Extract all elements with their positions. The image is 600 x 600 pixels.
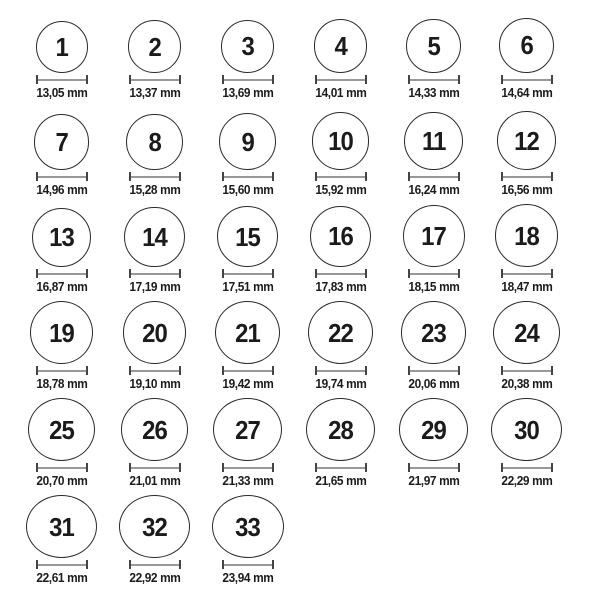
diameter-label: 18,47 mm bbox=[500, 280, 553, 294]
diameter-label: 20,38 mm bbox=[500, 377, 553, 391]
ring-circle bbox=[34, 114, 90, 170]
ring-size-cell-4 bbox=[294, 10, 387, 107]
ring-size-cell-11 bbox=[387, 107, 480, 204]
diameter-label: 13,37 mm bbox=[128, 86, 181, 100]
ring-circle bbox=[306, 398, 375, 461]
ring-size-number: 28 bbox=[328, 414, 353, 445]
diameter-label: 18,15 mm bbox=[407, 280, 460, 294]
diameter-label: 20,70 mm bbox=[35, 474, 88, 488]
ring-size-number: 11 bbox=[421, 125, 446, 156]
ring-size-number: 5 bbox=[427, 30, 440, 61]
ring-size-cell-29 bbox=[387, 398, 480, 495]
diameter-label: 13,69 mm bbox=[221, 86, 274, 100]
diameter-label: 21,33 mm bbox=[221, 474, 274, 488]
diameter-label: 17,83 mm bbox=[314, 280, 367, 294]
ring-size-number: 18 bbox=[514, 220, 539, 251]
ring-size-cell-30 bbox=[480, 398, 573, 495]
ring-size-cell-10 bbox=[294, 107, 387, 204]
ring-circle bbox=[499, 18, 554, 73]
ring-size-number: 7 bbox=[55, 127, 68, 158]
diameter-label: 21,65 mm bbox=[314, 474, 367, 488]
measure-line bbox=[315, 172, 367, 181]
ring-size-number: 8 bbox=[148, 126, 161, 157]
ring-circle bbox=[403, 205, 465, 267]
ring-circle bbox=[406, 19, 461, 74]
diameter-label: 16,56 mm bbox=[500, 183, 553, 197]
ring-size-cell-17 bbox=[387, 204, 480, 301]
ring-circle bbox=[401, 301, 467, 364]
ring-circle bbox=[491, 398, 561, 461]
measure-line bbox=[222, 75, 274, 84]
diameter-label: 14,01 mm bbox=[314, 86, 367, 100]
ring-size-cell-13 bbox=[15, 204, 108, 301]
ring-size-cell-16 bbox=[294, 204, 387, 301]
ring-size-cell-33 bbox=[201, 495, 294, 592]
ring-size-cell-26 bbox=[108, 398, 201, 495]
ring-size-number: 22 bbox=[328, 317, 353, 348]
diameter-label: 15,60 mm bbox=[221, 183, 274, 197]
measure-line bbox=[222, 366, 274, 375]
diameter-label: 22,92 mm bbox=[128, 571, 181, 585]
ring-size-number: 27 bbox=[235, 414, 260, 445]
measure-line bbox=[36, 366, 88, 375]
ring-size-cell-22 bbox=[294, 301, 387, 398]
diameter-label: 19,74 mm bbox=[314, 377, 367, 391]
ring-size-cell-14 bbox=[108, 204, 201, 301]
ring-size-number: 12 bbox=[514, 125, 539, 156]
size-row-1 bbox=[15, 10, 600, 107]
ring-size-number: 2 bbox=[148, 31, 161, 62]
ring-circle bbox=[399, 398, 469, 461]
ring-circle bbox=[121, 398, 189, 461]
diameter-label: 13,05 mm bbox=[35, 86, 88, 100]
diameter-label: 21,01 mm bbox=[128, 474, 181, 488]
ring-circle bbox=[497, 111, 556, 170]
ring-circle bbox=[312, 112, 370, 170]
diameter-label: 14,64 mm bbox=[500, 86, 553, 100]
ring-circle bbox=[314, 19, 368, 73]
ring-circle bbox=[26, 495, 97, 558]
diameter-label: 18,78 mm bbox=[35, 377, 88, 391]
ring-size-number: 23 bbox=[421, 317, 446, 348]
diameter-label: 16,24 mm bbox=[407, 183, 460, 197]
ring-size-cell-19 bbox=[15, 301, 108, 398]
ring-circle bbox=[404, 112, 462, 170]
diameter-label: 22,61 mm bbox=[35, 571, 88, 585]
diameter-label: 19,42 mm bbox=[221, 377, 274, 391]
ring-circle bbox=[213, 398, 281, 461]
size-row-2 bbox=[15, 107, 600, 204]
ring-size-number: 13 bbox=[49, 222, 74, 253]
ring-size-number: 1 bbox=[55, 32, 68, 62]
ring-size-number: 10 bbox=[328, 126, 353, 157]
diameter-label: 17,19 mm bbox=[128, 280, 181, 294]
measure-line bbox=[36, 463, 88, 472]
size-row-6 bbox=[15, 495, 600, 592]
measure-line bbox=[315, 75, 367, 84]
diameter-label: 20,06 mm bbox=[407, 377, 460, 391]
ring-size-cell-2 bbox=[108, 10, 201, 107]
ring-size-number: 26 bbox=[142, 414, 167, 445]
measure-line bbox=[222, 172, 274, 181]
measure-line bbox=[222, 463, 274, 472]
ring-size-number: 19 bbox=[49, 317, 74, 348]
ring-size-number: 20 bbox=[142, 317, 167, 348]
ring-size-number: 9 bbox=[241, 126, 254, 157]
ring-circle bbox=[221, 20, 274, 73]
ring-size-cell-27 bbox=[201, 398, 294, 495]
measure-line bbox=[408, 366, 460, 375]
ring-size-cell-32 bbox=[108, 495, 201, 592]
diameter-label: 22,29 mm bbox=[500, 474, 553, 488]
ring-circle bbox=[28, 398, 95, 461]
ring-size-number: 25 bbox=[49, 414, 74, 445]
measure-line bbox=[408, 463, 460, 472]
ring-size-number: 15 bbox=[235, 221, 260, 252]
ring-circle bbox=[215, 301, 280, 364]
measure-line bbox=[129, 560, 181, 569]
measure-line bbox=[315, 366, 367, 375]
diameter-label: 15,28 mm bbox=[128, 183, 181, 197]
diameter-label: 23,94 mm bbox=[221, 571, 274, 585]
ring-size-cell-7 bbox=[15, 107, 108, 204]
measure-line bbox=[501, 269, 553, 278]
measure-line bbox=[129, 75, 181, 84]
ring-size-cell-12 bbox=[480, 107, 573, 204]
ring-size-cell-6 bbox=[480, 10, 573, 107]
ring-circle bbox=[219, 113, 276, 170]
diameter-label: 15,92 mm bbox=[314, 183, 367, 197]
size-row-5 bbox=[15, 398, 600, 495]
measure-line bbox=[36, 269, 88, 278]
ring-size-number: 29 bbox=[421, 414, 446, 445]
measure-line bbox=[501, 75, 553, 84]
measure-line bbox=[501, 463, 553, 472]
ring-circle bbox=[36, 21, 88, 73]
ring-circle bbox=[32, 208, 92, 268]
ring-size-number: 17 bbox=[421, 221, 446, 251]
measure-line bbox=[222, 269, 274, 278]
ring-circle bbox=[212, 495, 284, 558]
ring-circle bbox=[308, 301, 373, 364]
measure-line bbox=[129, 172, 181, 181]
ring-size-cell-20 bbox=[108, 301, 201, 398]
ring-size-number: 6 bbox=[520, 30, 533, 61]
measure-line bbox=[222, 560, 274, 569]
ring-size-number: 33 bbox=[235, 511, 260, 542]
ring-size-cell-15 bbox=[201, 204, 294, 301]
ring-size-cell-31 bbox=[15, 495, 108, 592]
ring-size-cell-28 bbox=[294, 398, 387, 495]
ring-size-cell-21 bbox=[201, 301, 294, 398]
ring-circle bbox=[310, 206, 371, 267]
size-row-4 bbox=[15, 301, 600, 398]
diameter-label: 16,87 mm bbox=[35, 280, 88, 294]
ring-circle bbox=[495, 204, 558, 267]
measure-line bbox=[129, 463, 181, 472]
ring-circle bbox=[217, 206, 278, 267]
measure-line bbox=[501, 366, 553, 375]
measure-line bbox=[36, 75, 88, 84]
ring-size-number: 31 bbox=[49, 511, 74, 542]
measure-line bbox=[129, 269, 181, 278]
diameter-label: 14,33 mm bbox=[407, 86, 460, 100]
diameter-label: 17,51 mm bbox=[221, 280, 274, 294]
ring-size-number: 21 bbox=[235, 317, 260, 348]
ring-size-cell-23 bbox=[387, 301, 480, 398]
size-row-3 bbox=[15, 204, 600, 301]
diameter-label: 21,97 mm bbox=[407, 474, 460, 488]
measure-line bbox=[129, 366, 181, 375]
ring-circle bbox=[493, 301, 559, 364]
measure-line bbox=[36, 172, 88, 181]
measure-line bbox=[408, 172, 460, 181]
diameter-label: 14,96 mm bbox=[35, 183, 88, 197]
measure-line bbox=[501, 172, 553, 181]
ring-size-number: 3 bbox=[241, 31, 254, 62]
ring-size-cell-1 bbox=[15, 10, 108, 107]
ring-circle bbox=[30, 301, 93, 364]
ring-size-cell-24 bbox=[480, 301, 573, 398]
diameter-label: 19,10 mm bbox=[128, 377, 181, 391]
ring-circle bbox=[119, 495, 190, 558]
ring-size-number: 14 bbox=[142, 221, 167, 252]
ring-size-cell-8 bbox=[108, 107, 201, 204]
ring-circle bbox=[124, 207, 184, 267]
ring-size-cell-5 bbox=[387, 10, 480, 107]
ring-size-number: 30 bbox=[514, 414, 539, 445]
ring-size-cell-25 bbox=[15, 398, 108, 495]
ring-circle bbox=[128, 20, 181, 73]
ring-circle bbox=[126, 114, 182, 170]
ring-size-number: 32 bbox=[142, 511, 167, 542]
measure-line bbox=[408, 269, 460, 278]
ring-size-cell-3 bbox=[201, 10, 294, 107]
ring-size-number: 4 bbox=[334, 31, 347, 62]
ring-size-cell-18 bbox=[480, 204, 573, 301]
ring-circle bbox=[123, 301, 187, 364]
measure-line bbox=[315, 463, 367, 472]
measure-line bbox=[36, 560, 88, 569]
ring-size-cell-9 bbox=[201, 107, 294, 204]
measure-line bbox=[408, 75, 460, 84]
ring-size-number: 24 bbox=[514, 317, 539, 348]
measure-line bbox=[315, 269, 367, 278]
ring-size-number: 16 bbox=[328, 221, 353, 252]
